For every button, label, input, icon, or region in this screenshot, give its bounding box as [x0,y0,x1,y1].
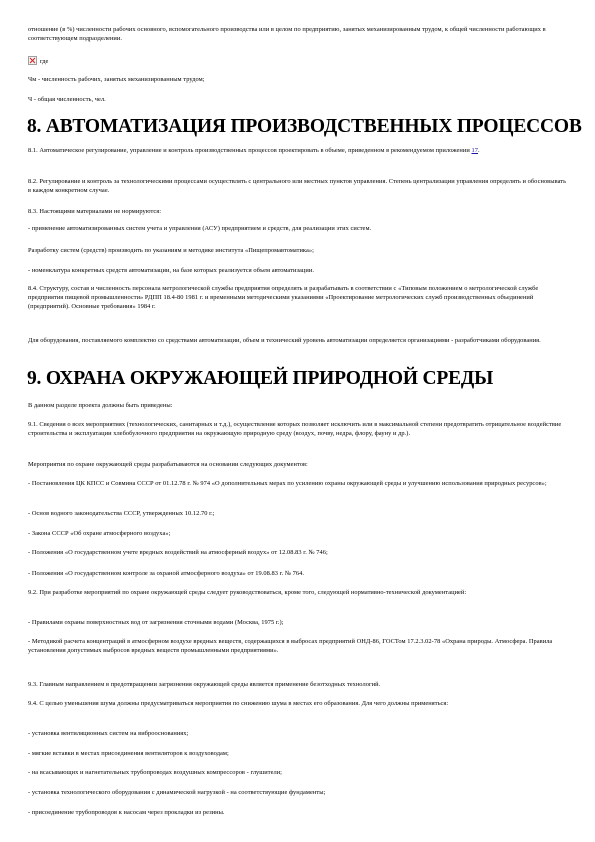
section-9-paragraph-17: - установка технологического оборудования с динамической нагрузкой - на соответствующие фундаменты; [28,789,326,796]
section-9-paragraph-6: - Закона СССР «Об охране атмосферного воздуха»; [28,530,171,537]
section-9-paragraph-7: - Положения «О государственном учете вредных воздействий на атмосферный воздух» от 12.08.83 г. № 746; [28,549,328,556]
section-9-heading: 9. ОХРАНА ОКРУЖАЮЩЕЙ ПРИРОДНОЙ СРЕДЫ [27,368,494,389]
section-8-paragraph-1 [28,146,568,155]
definition-chm: Чм - численность рабочих, занятых механизированным трудом; [28,76,205,83]
section-8-paragraph-1-text: 8.1. Автоматическое регулирование, управление и контроль производственных процессов проектировать в объеме, приведенном в рекомендуемом приложении [28,147,472,154]
definition-ch: Ч - общая численность, чел. [28,96,106,103]
section-8-paragraph-4: - применение автоматизированных систем учета и управления (АСУ) предприятием и средств, для реализации этих систем. [28,225,372,232]
section-9-paragraph-15: - мягкие вставки в местах присоединения вентиляторов к воздуховодам; [28,750,229,757]
section-9-paragraph-14: - установка вентиляционных систем на виброоснованиях; [28,730,189,737]
section-8-paragraph-7: 8.4. Структуру, состав и численность персонала метрологической службы предприятия определять и разрабатывать в соответствии с «Типовым положением о метрологической службе предприятия пищевой промышленности» РДПП 18.4-80 1981 г. и временными методическими указаниями «Проектирование метрологических служб производственных объединений (предприятий). Основные требования» 1984 г. [28,285,539,310]
section-8-paragraph-3: 8.3. Настоящими материалами не нормируются: [28,208,162,215]
section-9-paragraph-4: - Постановления ЦК КПСС и Совмина СССР от 01.12.78 г. № 974 «О дополнительных мерах по усилению охраны окружающей среды и улучшению использования природных ресурсов»; [28,480,547,487]
section-8-paragraph-2: 8.2. Регулирование и контроль за технологическими процессами осуществлять с центрального или местных пунктов управления. Степень централизации управления определять и обосновывать в каждом конкретном случае. [28,178,567,194]
section-8-paragraph-1-end: . [478,147,480,154]
intro-paragraph: отношение (в %) численности рабочих основного, вспомогательного производства или в целом по предприятию, занятых механизированным трудом, к общей численности работающих в соответствующем подразделении. [28,26,546,42]
section-8-heading: 8. АВТОМАТИЗАЦИЯ ПРОИЗВОДСТВЕННЫХ ПРОЦЕССОВ [27,116,582,137]
section-9-paragraph-12: 9.3. Главным направлением в предотвращении загрязнения окружающей среды является применение безотходных технологий. [28,681,381,688]
section-9-paragraph-16: - на всасывающих и нагнетательных трубопроводах воздушных компрессоров - глушители; [28,769,283,776]
section-8-paragraph-8: Для оборудования, поставляемого комплектно со средствами автоматизации, объем и технический уровень автоматизации определяется организациями - разработчиками оборудования. [28,337,541,344]
section-9-paragraph-1: В данном разделе проекта должны быть приведены: [28,402,173,409]
section-9-paragraph-11: - Методикой расчета концентраций в атмосферном воздухе вредных веществ, содержащихся в выбросах предприятий ОНД-86, ГОСТом 17.2.3.02-78 «Охрана природы. Атмосфера. Правила установления допустимых выбросов вредных веществ промышленными предприятиями». [28,638,553,654]
section-9-paragraph-3: Мероприятия по охране окружающей среды разрабатываются на основании следующих документов: [28,461,308,468]
section-9-paragraph-18: - присоединение трубопроводов к насосам через прокладки из резины. [28,809,225,816]
section-9-paragraph-5: - Основ водного законодательства СССР, утвержденных 10.12.70 г.; [28,510,215,517]
section-8-paragraph-6: - номенклатура конкретных средств автоматизации, на базе которых реализуется объем автоматизации. [28,267,314,274]
section-8-paragraph-5: Разработку систем (средств) производить по указаниям и методике института «Пищепромавтоматика»; [28,247,314,254]
formula-caption: где [40,58,49,65]
section-9-paragraph-8: - Положения «О государственном контроле за охраной атмосферного воздуха» от 19.08.83 г. № 764. [28,570,305,577]
section-9-paragraph-9: 9.2. При разработке мероприятий по охране окружающей среды следует руководствоваться, кроме того, следующей нормативно-технической документацией: [28,589,467,596]
broken-image-icon [28,56,37,65]
section-9-paragraph-10: - Правилами охраны поверхностных вод от загрязнения сточными водами (Москва, 1975 г.); [28,619,284,626]
section-9-paragraph-13: 9.4. С целью уменьшения шума должны предусматриваться мероприятия по снижению шума в местах его образования. Для чего должны применяться: [28,700,449,707]
appendix-17-link[interactable]: 17 [471,147,478,154]
section-9-paragraph-2: 9.1. Сведения о всех мероприятиях (технологических, санитарных и т.д.), осуществление которых позволяет исключить или в максимальной степени предотвратить отрицательное воздействие строительства и эксплуатации хлебобулочного предприятия на окружающую природную среду (воздух, почву, недра, флору, фауну и др.). [28,421,562,437]
